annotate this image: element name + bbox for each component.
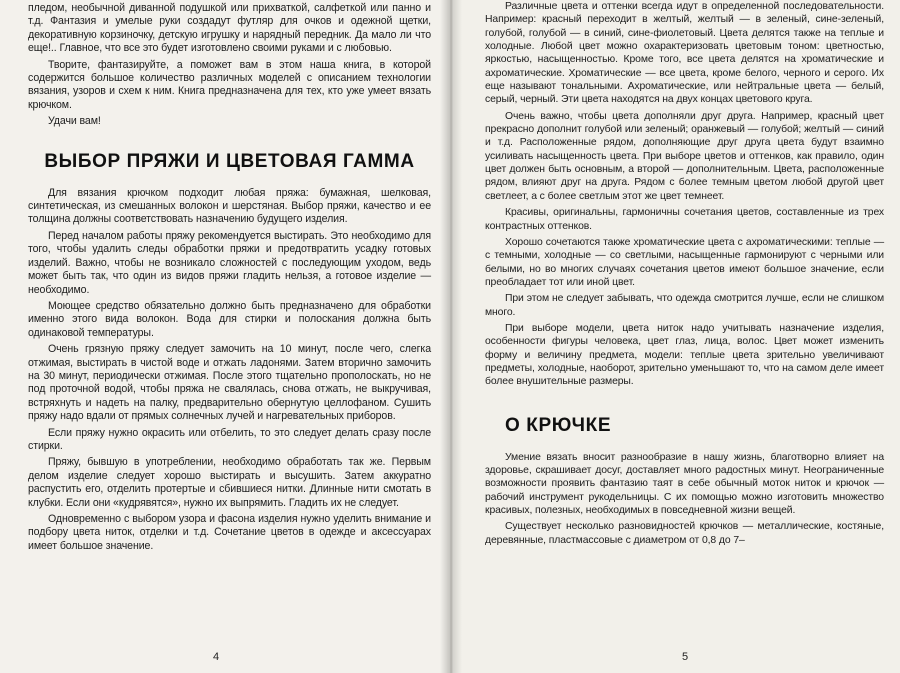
body-paragraph: При этом не следует забывать, что одежда смотрится лучше, если не слишком много.	[485, 293, 884, 318]
intro-paragraph: пледом, необычной диванной подушкой или прихваткой, салфеткой или панно и т.д. Фантазия и умелые руки создадут футляр для очков и одежной щетки, декоративную корзиночку, детскую игрушку и нарядный передник. Да мало ли что еще!.. Главное, что все это будет изготовлено своими руками и с любовью.	[28, 2, 431, 55]
left-page	[0, 0, 447, 673]
body-paragraph: Пряжу, бывшую в употреблении, необходимо обработать так же. Первым делом изделие следует хорошо выстирать и высушить. Затем аккуратно распустить его, отделить протертые и сбившиеся нитки. Длинные нити смотать в клубки. Если они «кудрявятся», нужно их выпрямить. Гладить их не следует.	[28, 456, 431, 509]
section-heading-yarn: ВЫБОР ПРЯЖИ И ЦВЕТОВАЯ ГАММА	[44, 150, 415, 172]
intro-paragraph: Творите, фантазируйте, а поможет вам в этом наша книга, в которой содержится большое количество различных моделей с описанием технологии вязания, узоров и схем к ним. Книга предназначена для тех, кто уже умеет вязать крючком.	[28, 58, 431, 111]
body-paragraph: Существует несколько разновидностей крючков — металлические, костяные, деревянные, пластмассовые с диаметром от 0,8 до 7–	[485, 521, 884, 546]
body-paragraph: Красивы, оригинальны, гармоничны сочетания цветов, составленные из трех контрастных оттенков.	[485, 207, 884, 232]
page-number-right: 5	[682, 651, 689, 663]
body-paragraph: Умение вязать вносит разнообразие в нашу жизнь, благотворно влияет на здоровье, скрашивает досуг, доставляет много радостных минут. Неограниченные возможности проявить фантазию таят в себе обычный моток ниток и крючок — рабочий инструмент рукодельницы. С их помощью можно изготовить множество красивых, полезных, необходимых в повседневной жизни вещей.	[485, 451, 884, 516]
page-number-left: 4	[213, 651, 220, 663]
body-paragraph: Одновременно с выбором узора и фасона изделия нужно уделить внимание и подбору цвета ниток, отделки и т.д. Сочетание цветов в одежде и аксессуарах имеет большое значение.	[28, 513, 431, 552]
body-paragraph: Очень важно, чтобы цвета дополняли друг друга. Например, красный цвет прекрасно дополнит голубой или зеленый; оранжевый — голубой; желтый — синий и т.д. Расположенные рядом, дополняющие друг друга цвета будут взаимно усиливать насыщенность цвета. При выборе цветов и оттенков, как правило, один цвет должен быть основным, а второй — дополнительным. Цвета, расположенные рядом, влияют друг на друга. Рядом с более темным цветом любой другой цвет светлеет, а с более светлым этот же цвет темнеет.	[485, 110, 884, 202]
section-heading-hook: О КРЮЧКЕ	[505, 414, 612, 436]
body-paragraph: Очень грязную пряжу следует замочить на 10 минут, после чего, слегка отжимая, выстирать в чистой воде и отжать ладонями. Затем вторично замочить на 30 минут, периодически отжимая. После этого тщательно прополоскать, но не под проточной водой, чтобы пряжа не свалялась, снова отжать, не выкручивая, встряхнуть и надеть на палку, предварительно обернутую целлофаном. Сушить пряжу надо вдали от прямых солнечных лучей и нагревательных приборов.	[28, 343, 431, 423]
body-paragraph: Различные цвета и оттенки всегда идут в определенной последовательности. Например: красный переходит в желтый, желтый — в зеленый, сине-зеленый, голубой, голубой — в синий, сине-фиолетовый. Цвета делятся также на теплые и холодные. Любой цвет можно охарактеризовать цветовым тоном: цветностью, яркостью, насыщенностью. Кроме того, все цвета делятся на хроматические и ахроматические. Хроматические — все цвета, кроме белого, черного и серого. Их еще называют тональными. Ахроматические, или нейтральные цвета — белый, серый, черный. Эти цвета находятся на двух концах цветового круга.	[485, 1, 884, 106]
intro-paragraph: Удачи вам!	[48, 115, 101, 128]
right-page	[447, 0, 900, 673]
body-paragraph: Моющее средство обязательно должно быть предназначено для обработки именно этого вида волокон. Вода для стирки и полоскания должна быть одинаковой температуры.	[28, 299, 431, 339]
body-paragraph: Перед началом работы пряжу рекомендуется выстирать. Это необходимо для того, чтобы удалить следы обработки пряжи и предотвратить усадку готовых изделий. Важно, чтобы не возникало сложностей с последующим уходом, ведь может быть так, что один из видов пряжи гладить нельзя, а готовое изделие — необходимо.	[28, 229, 431, 296]
body-paragraph: Если пряжу нужно окрасить или отбелить, то это следует делать сразу после стирки.	[28, 426, 431, 452]
body-paragraph: Хорошо сочетаются также хроматические цвета с ахроматическими: теплые — с темными, холодные — со светлыми, насыщенные гармонируют с черными или белыми, но во многих случаях сочетания цветов имеют большое значение, если преобладает тот или иной цвет.	[485, 236, 884, 288]
body-paragraph: При выборе модели, цвета ниток надо учитывать назначение изделия, особенности фигуры человека, цвет глаз, лица, волос. Цвет может изменить форму и величину предмета, модели: теплые цвета зрительно увеличивают предметы, холодные, наоборот, зрительно уменьшают то, что на самом деле имеет более внушительные размеры.	[485, 322, 884, 388]
body-paragraph: Для вязания крючком подходит любая пряжа: бумажная, шелковая, синтетическая, из смешанных волокон и шерстяная. Выбор пряжи, качество и ее толщина должны соответствовать назначению будущего изделия.	[28, 186, 431, 226]
